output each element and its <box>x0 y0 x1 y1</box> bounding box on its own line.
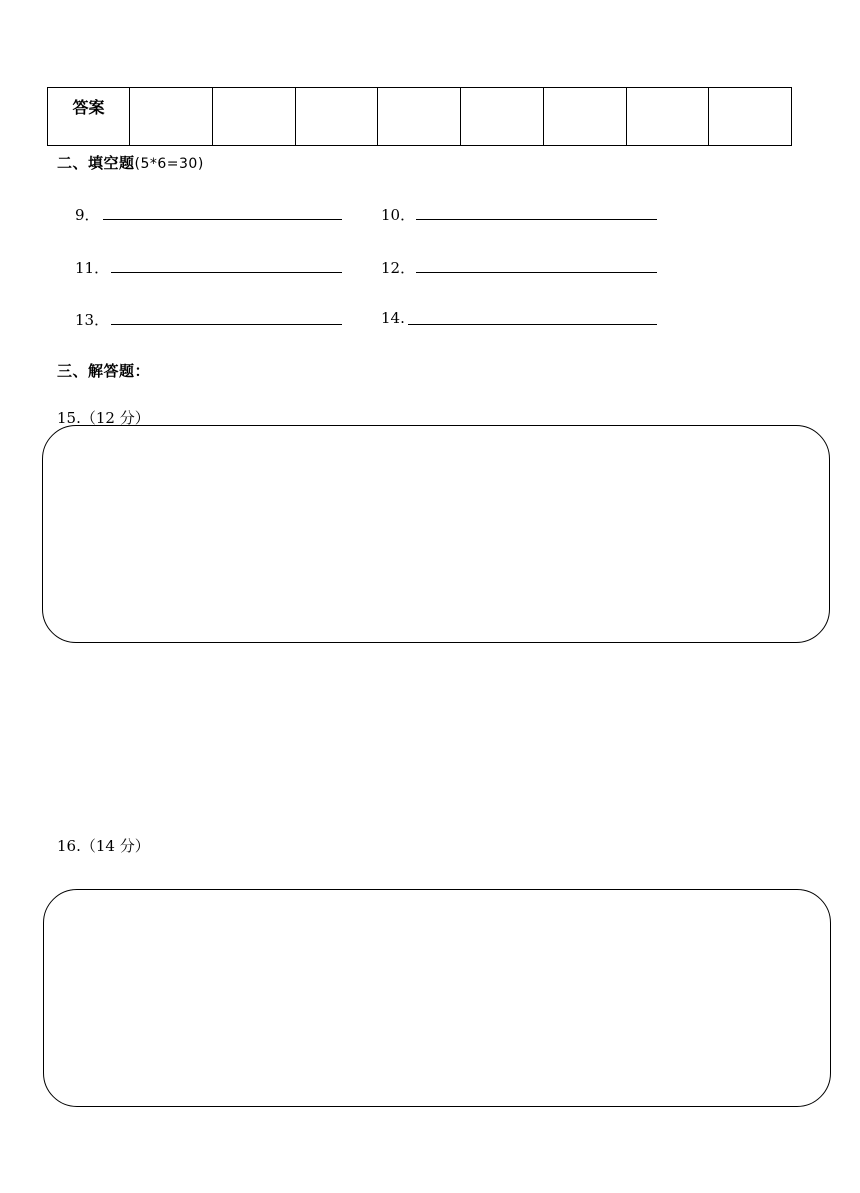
answer-header-label: 答案 <box>72 98 105 117</box>
blank-label-11: 11． <box>75 259 110 277</box>
question-16-label: 16.（14 分） <box>57 837 150 855</box>
section2-score: (5*6=30) <box>134 156 204 172</box>
answer-cell-7[interactable] <box>626 88 709 146</box>
answer-cell-4[interactable] <box>378 88 461 146</box>
blank-label-14: 14. <box>381 309 405 327</box>
answer-header-cell <box>48 88 130 146</box>
question-15-label: 15.（12 分） <box>57 409 150 427</box>
answer-cell-3[interactable] <box>295 88 378 146</box>
blank-line-14[interactable] <box>408 324 657 325</box>
question-16-answer-box[interactable] <box>43 889 831 1107</box>
blank-label-13: 13． <box>75 311 110 329</box>
answer-table <box>47 87 792 146</box>
section2-heading <box>57 152 204 173</box>
answer-cell-8[interactable] <box>709 88 792 146</box>
blank-line-11[interactable] <box>111 272 342 273</box>
section3-heading <box>57 360 150 381</box>
blank-line-10[interactable] <box>416 219 657 220</box>
blank-label-10: 10． <box>381 206 416 224</box>
section2-title: 二、填空题 <box>57 154 135 172</box>
blank-label-9: 9． <box>75 206 100 224</box>
blank-line-9[interactable] <box>103 219 342 220</box>
blank-label-12: 12． <box>381 259 416 277</box>
section3-title: 三、解答题： <box>57 362 151 380</box>
blank-line-13[interactable] <box>111 324 342 325</box>
answer-cell-2[interactable] <box>212 88 295 146</box>
answer-cell-1[interactable] <box>130 88 213 146</box>
answer-table-row <box>48 88 792 146</box>
question-15-answer-box[interactable] <box>42 425 830 643</box>
answer-cell-6[interactable] <box>543 88 626 146</box>
answer-cell-5[interactable] <box>461 88 544 146</box>
blank-line-12[interactable] <box>416 272 657 273</box>
